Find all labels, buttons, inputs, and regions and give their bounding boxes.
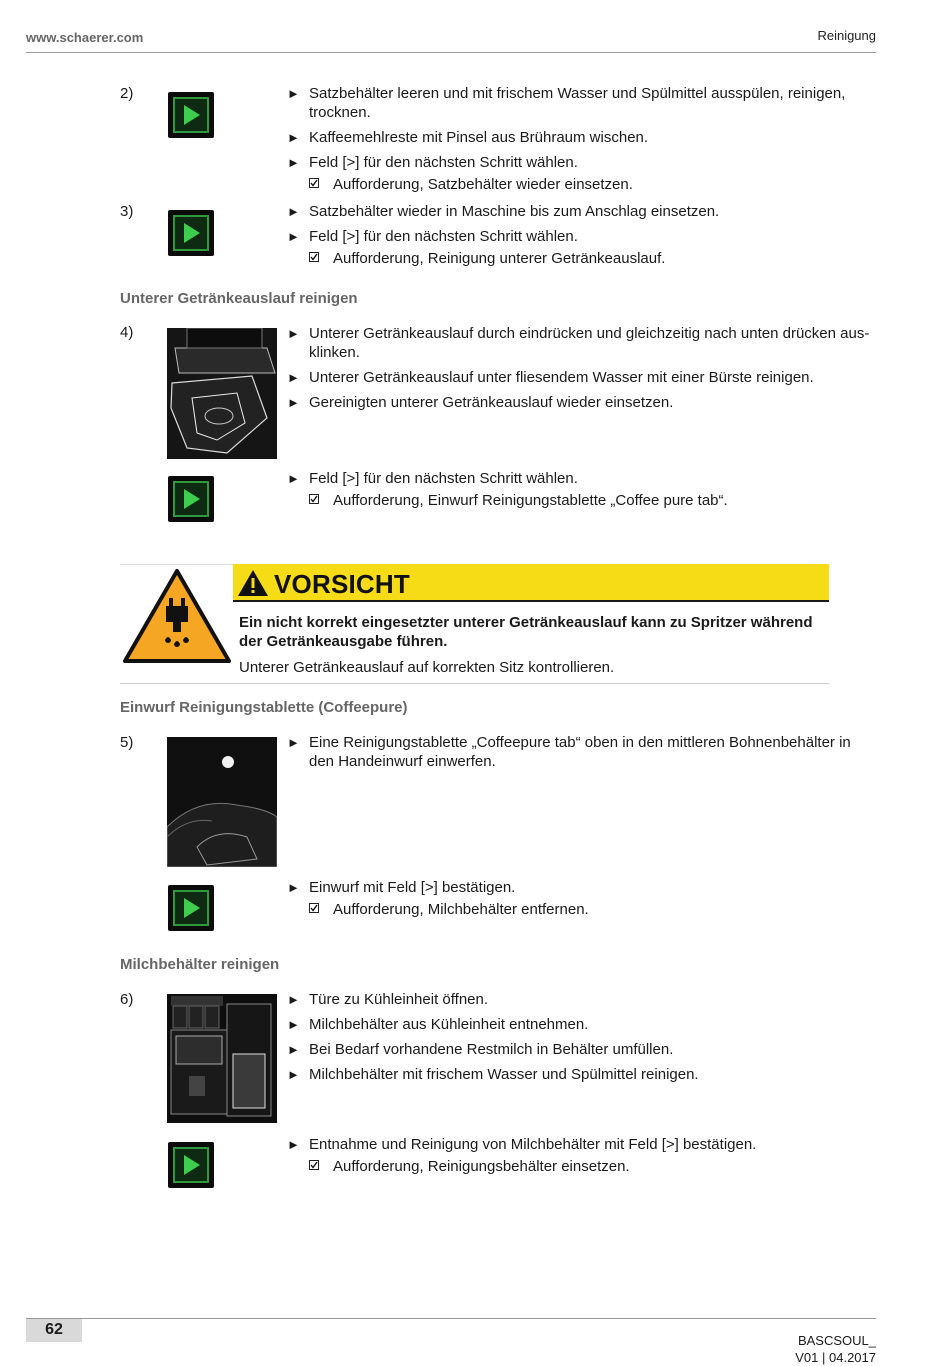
- warning-title: VORSICHT: [274, 569, 410, 599]
- warning-icon: [237, 569, 269, 602]
- arrow-bullet-icon: ►: [287, 1137, 300, 1152]
- step-list: [287, 990, 872, 1090]
- result-item: Aufforderung, Reinigung unterer Getränkeauslauf.: [287, 249, 872, 268]
- arrow-bullet-icon: ►: [287, 204, 300, 219]
- result-item: Aufforderung, Satzbehälter wieder einsetzen.: [287, 175, 872, 194]
- step-number: 6): [120, 991, 134, 1008]
- warning-bold-text: Ein nicht korrekt eingesetzter unterer Getränkeauslauf kann zu Spritzer während der Getränkeausgabe führen.: [239, 614, 813, 650]
- action-item: ► Unterer Getränkeauslauf durch eindrücken und gleichzeitig nach unten drücken aus-klinken.: [287, 325, 870, 361]
- arrow-bullet-icon: ►: [287, 880, 300, 895]
- step-list: [287, 733, 872, 777]
- next-button-icon: [168, 1142, 214, 1188]
- step-list: [287, 1135, 872, 1182]
- action-item: ► Feld [>] für den nächsten Schritt wählen.: [287, 154, 578, 171]
- warning-text: Unterer Getränkeauslauf auf korrekten Sitz kontrollieren.: [239, 659, 615, 676]
- arrow-bullet-icon: ►: [287, 130, 300, 145]
- arrow-bullet-icon: ►: [287, 1042, 300, 1057]
- arrow-bullet-icon: ►: [287, 395, 300, 410]
- arrow-bullet-icon: ►: [287, 471, 300, 486]
- arrow-bullet-icon: ►: [287, 1067, 300, 1082]
- action-item: ► Feld [>] für den nächsten Schritt wählen.: [287, 470, 578, 487]
- arrow-bullet-icon: ►: [287, 992, 300, 1007]
- step-number: 5): [120, 734, 134, 751]
- arrow-bullet-icon: ►: [287, 370, 300, 385]
- footer-rule: [26, 1318, 876, 1319]
- action-item: ► Unterer Getränkeauslauf unter fliesendem Wasser mit einer Bürste reinigen.: [287, 369, 814, 386]
- result-item: Aufforderung, Reinigungsbehälter einsetzen.: [287, 1157, 872, 1176]
- arrow-bullet-icon: ►: [287, 86, 300, 101]
- next-button-icon: [168, 885, 214, 931]
- action-item: ► Eine Reinigungstablette „Coffeepure tab“ oben in den mittleren Bohnenbehälter in den Handeinwurf einwerfen.: [287, 734, 851, 770]
- outlet-photo: [167, 328, 277, 459]
- step-number: 4): [120, 324, 134, 341]
- machine-photo: [167, 994, 277, 1123]
- doc-code: BASCSOUL_: [797, 1333, 876, 1348]
- action-item: ► Kaffeemehlreste mit Pinsel aus Brühraum wischen.: [287, 129, 649, 146]
- checkbox-icon: [309, 252, 319, 262]
- action-item: ► Satzbehälter wieder in Maschine bis zum Anschlag einsetzen.: [287, 203, 720, 220]
- action-item: ► Bei Bedarf vorhandene Restmilch in Behälter umfüllen.: [287, 1041, 674, 1058]
- action-item: ► Entnahme und Reinigung von Milchbehälter mit Feld [>] bestätigen.: [287, 1136, 757, 1153]
- action-item: ► Türe zu Kühleinheit öffnen.: [287, 991, 489, 1008]
- arrow-bullet-icon: ►: [287, 229, 300, 244]
- section-heading: Einwurf Reinigungstablette (Coffeepure): [120, 699, 408, 716]
- step-list: [287, 469, 872, 516]
- arrow-bullet-icon: ►: [287, 155, 300, 170]
- doc-version: V01 | 04.2017: [795, 1350, 876, 1365]
- arrow-bullet-icon: ►: [287, 1017, 300, 1032]
- action-item: ► Feld [>] für den nächsten Schritt wählen.: [287, 228, 578, 245]
- action-item: ► Einwurf mit Feld [>] bestätigen.: [287, 879, 516, 896]
- action-item: ► Milchbehälter mit frischem Wasser und Spülmittel reinigen.: [287, 1066, 699, 1083]
- page-number: 62: [45, 1321, 63, 1338]
- next-button-icon: [168, 92, 214, 138]
- action-item: ► Satzbehälter leeren und mit frischem Wasser und Spülmittel ausspülen, reinigen, trocknen.: [287, 85, 846, 121]
- arrow-bullet-icon: ►: [287, 735, 300, 750]
- header-rule: [26, 52, 876, 53]
- arrow-bullet-icon: ►: [287, 326, 300, 341]
- section-title: Reinigung: [817, 28, 876, 43]
- step-list: [287, 202, 872, 274]
- section-heading: Milchbehälter reinigen: [120, 956, 280, 973]
- website-url[interactable]: www.schaerer.com: [26, 30, 144, 45]
- warning-hazard-icon: [122, 568, 232, 664]
- action-item: ► Gereinigten unterer Getränkeauslauf wieder einsetzen.: [287, 394, 674, 411]
- result-item: Aufforderung, Einwurf Reinigungstablette „Coffee pure tab“.: [287, 491, 872, 510]
- checkbox-icon: [309, 494, 319, 504]
- tablet-photo: [167, 737, 277, 867]
- checkbox-icon: [309, 178, 319, 188]
- warning-bottom-rule: [120, 683, 829, 684]
- step-list: [287, 84, 872, 200]
- section-heading: Unterer Getränkeauslauf reinigen: [120, 290, 358, 307]
- step-number: 2): [120, 85, 134, 102]
- action-item: ► Milchbehälter aus Kühleinheit entnehmen.: [287, 1016, 589, 1033]
- next-button-icon: [168, 476, 214, 522]
- checkbox-icon: [309, 903, 319, 913]
- result-item: Aufforderung, Milchbehälter entfernen.: [287, 900, 872, 919]
- step-list: [287, 324, 872, 418]
- step-list: [287, 878, 872, 925]
- checkbox-icon: [309, 1160, 319, 1170]
- next-button-icon: [168, 210, 214, 256]
- step-number: 3): [120, 203, 134, 220]
